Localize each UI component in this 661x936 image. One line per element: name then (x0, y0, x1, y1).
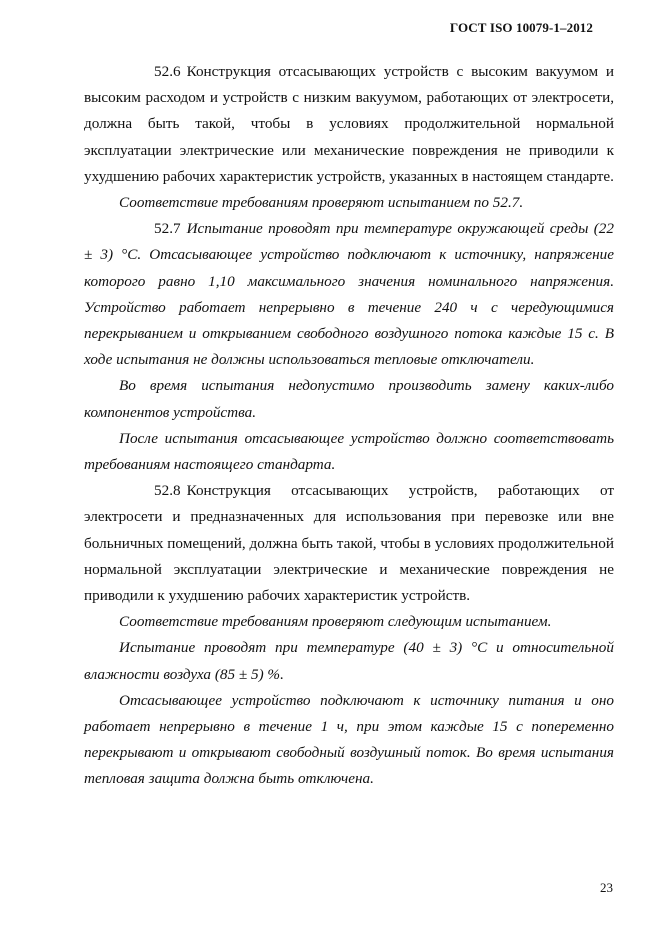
clause-52-6 (84, 59, 614, 190)
clause-number: 52.8 (154, 482, 181, 500)
test-note (84, 426, 614, 478)
test-note (84, 373, 614, 425)
clause-number: 52.7 (154, 220, 181, 238)
compliance-note (84, 190, 614, 216)
paragraph-text: Конструкция отсасывающих устройств, работающих от электросети и предназначенных для использования при перевозке или вне больничных помещений, должна быть такой, чтобы в условиях продолжительной нормальной эксплуатации электрические и механические повреждения не приводили к ухудшению рабочих характеристик устройств. (84, 482, 614, 605)
paragraph-text: Отсасывающее устройство подключают к источнику питания и оно работает непрерывно в течение 1 ч, при этом каждые 15 с попеременно перекрывают и открывают свободный воздушный поток. Во время испытания тепловая защита должна быть отключена. (84, 691, 614, 788)
test-conditions (84, 635, 614, 687)
test-procedure (84, 688, 614, 793)
paragraph-text: Испытание проводят при температуре (40 ± 3) °С и относительной влажности воздуха (85 ± 5) %. (84, 639, 614, 683)
paragraph-text: После испытания отсасывающее устройство должно соответствовать требованиям настоящего стандарта. (84, 429, 614, 474)
paragraph-text: Конструкция отсасывающих устройств с высоким вакуумом и высоким расходом и устройств с низким вакуумом, работающих от электросети, должна быть такой, чтобы в условиях продолжительной нормальной эксплуатации электрические или механические повреждения не приводили к ухудшению рабочих характеристик устройств, указанных в настоящем стандарте. (84, 63, 614, 185)
compliance-note (84, 609, 614, 635)
page-number: 23 (600, 880, 613, 895)
paragraph-text: Испытание проводят при температуре окружающей среды (22 ± 3) °С. Отсасывающее устройство подключают к источнику, напряжение которого равно 1,10 максимального значения номинального напряжения. Устройство работает непрерывно в течение 240 ч с чередующимися перекрыванием и открыванием свободного воздушного потока каждые 15 с. В ходе испытания не должны использоваться тепловые отключатели. (84, 220, 614, 369)
paragraph-text: Во время испытания недопустимо производить замену каких-либо компонентов устройства. (84, 377, 614, 421)
paragraph-text: Соответствие требованиям проверяют следующим испытанием. (119, 613, 552, 631)
page-body (84, 59, 614, 793)
clause-52-8 (84, 478, 614, 609)
document-header: ГОСТ ISO 10079-1–2012 (449, 20, 593, 35)
clause-number: 52.6 (154, 63, 181, 80)
paragraph-text: Соответствие требованиям проверяют испытанием по 52.7. (119, 194, 524, 212)
clause-52-7 (84, 216, 614, 373)
